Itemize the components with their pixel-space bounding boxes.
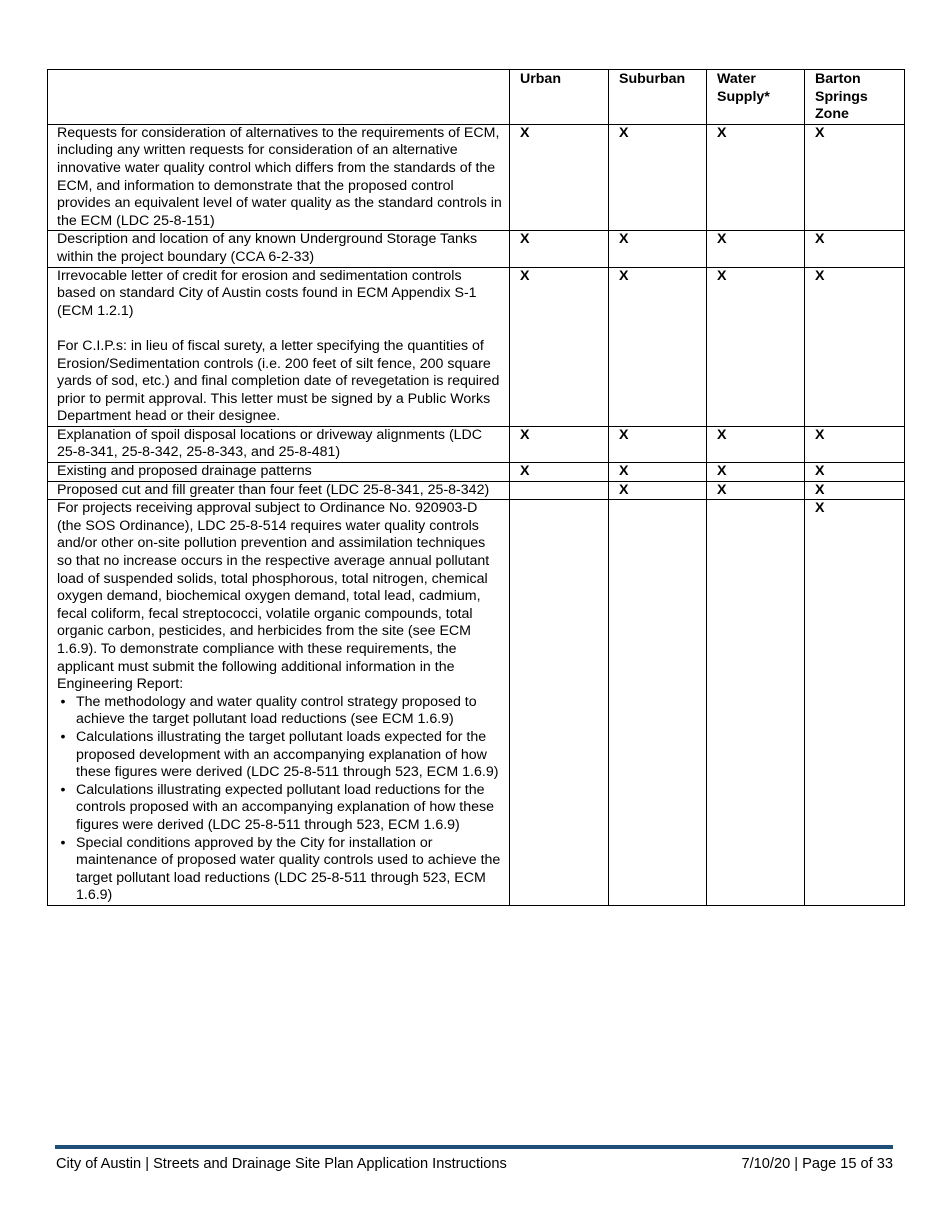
mark-urban: X — [510, 463, 609, 482]
mark-water-supply — [707, 500, 805, 906]
paragraph-gap — [57, 320, 503, 338]
mark-suburban: X — [609, 426, 707, 462]
table-row — [48, 267, 905, 426]
table-row — [48, 481, 905, 500]
mark-urban: X — [510, 124, 609, 231]
mark-suburban — [609, 500, 707, 906]
requirement-text: Existing and proposed drainage patterns — [57, 463, 312, 480]
list-item: • Special conditions approved by the City for installation or maintenance of proposed water quality controls used to achieve the target pollutant load reductions (LDC 25-8-511 through 523, ECM 1.6.9) — [76, 835, 503, 905]
footer-title: City of Austin | Streets and Drainage Site Plan Application Instructions — [56, 1156, 507, 1172]
mark-barton-springs-zone: X — [805, 481, 905, 500]
mark-barton-springs-zone: X — [805, 124, 905, 231]
mark-water-supply: X — [707, 481, 805, 500]
footer-rule — [55, 1145, 893, 1149]
mark-suburban: X — [609, 481, 707, 500]
table-row — [48, 124, 905, 231]
header-water-supply: Water Supply* — [707, 70, 805, 125]
mark-water-supply: X — [707, 426, 805, 462]
table-row — [48, 463, 905, 482]
list-item: • The methodology and water quality control strategy proposed to achieve the target pollutant load reductions (see ECM 1.6.9) — [76, 694, 503, 729]
header-suburban: Suburban — [609, 70, 707, 125]
mark-suburban: X — [609, 463, 707, 482]
mark-urban: X — [510, 267, 609, 426]
mark-water-supply: X — [707, 267, 805, 426]
requirement-cell — [48, 124, 510, 231]
mark-barton-springs-zone: X — [805, 426, 905, 462]
requirement-text: For C.I.P.s: in lieu of fiscal surety, a letter specifying the quantities of Erosion/Sedimentation controls (i.e. 200 feet of silt fence, 200 square yards of sod, etc.) and final completion date of revegetation is required prior to permit approval. This letter must be signed by a Public Works Department head or their designee. — [57, 337, 500, 425]
list-item: • Calculations illustrating expected pollutant load reductions for the controls proposed with an accompanying explanation of how these figures were derived (LDC 25-8-511 through 523, ECM 1.6.9) — [76, 782, 503, 835]
requirement-text: For projects receiving approval subject to Ordinance No. 920903-D (the SOS Ordinance), LDC 25-8-514 requires water quality controls and/or other on-site pollution prevention and assimilation techniques so that no increase occurs in the respective average annual pollutant load of suspended solids, total phosphorous, total nitrogen, chemical oxygen demand, biochemical oxygen demand, total lead, cadmium, fecal coliform, fecal streptococci, volatile organic compounds, total organic carbon, pesticides, and herbicides from the site (see ECM 1.6.9). To demonstrate compliance with these requirements, the applicant must submit the following additional information in the Engineering Report: — [57, 500, 490, 693]
requirement-cell — [48, 267, 510, 426]
mark-urban: X — [510, 426, 609, 462]
table-body — [48, 124, 905, 905]
requirement-text: Explanation of spoil disposal locations or driveway alignments (LDC 25-8-341, 25-8-342, 25-8-343, and 25-8-481) — [57, 426, 483, 461]
requirement-cell — [48, 231, 510, 267]
mark-urban — [510, 481, 609, 500]
header-barton-springs-zone: Barton Springs Zone — [805, 70, 905, 125]
requirements-table — [47, 69, 905, 906]
mark-barton-springs-zone: X — [805, 463, 905, 482]
mark-urban: X — [510, 231, 609, 267]
requirement-cell — [48, 481, 510, 500]
mark-barton-springs-zone: X — [805, 267, 905, 426]
mark-suburban: X — [609, 231, 707, 267]
footer-page-number: 7/10/20 | Page 15 of 33 — [741, 1156, 893, 1172]
requirement-cell — [48, 426, 510, 462]
requirement-text: Description and location of any known Underground Storage Tanks within the project boundary (CCA 6-2-33) — [57, 231, 478, 265]
header-urban: Urban — [510, 70, 609, 125]
mark-water-supply: X — [707, 463, 805, 482]
mark-urban — [510, 500, 609, 906]
header-requirement — [48, 70, 510, 125]
bullet-list — [57, 694, 503, 905]
table-row — [48, 426, 905, 462]
requirement-text: Proposed cut and fill greater than four feet (LDC 25-8-341, 25-8-342) — [57, 481, 490, 498]
table-row — [48, 500, 905, 906]
list-item: • Calculations illustrating the target pollutant loads expected for the proposed development with an accompanying explanation of how these figures were derived (LDC 25-8-511 through 523, ECM 1.6.9) — [76, 729, 503, 782]
mark-water-supply: X — [707, 231, 805, 267]
table-row — [48, 231, 905, 267]
requirement-cell — [48, 463, 510, 482]
mark-suburban: X — [609, 124, 707, 231]
header-row — [48, 70, 905, 125]
requirement-text: Requests for consideration of alternatives to the requirements of ECM, including any written requests for consideration of an alternative innovative water quality control which differs from the standards of the ECM, and information to demonstrate that the proposed control provides an equivalent level of water quality as the standard controls in the ECM (LDC 25-8-151) — [57, 124, 502, 229]
requirement-cell — [48, 500, 510, 906]
mark-water-supply: X — [707, 124, 805, 231]
mark-barton-springs-zone: X — [805, 500, 905, 906]
mark-suburban: X — [609, 267, 707, 426]
requirement-text: Irrevocable letter of credit for erosion and sedimentation controls based on standard City of Austin costs found in ECM Appendix S-1 (ECM 1.2.1) — [57, 267, 477, 319]
mark-barton-springs-zone: X — [805, 231, 905, 267]
